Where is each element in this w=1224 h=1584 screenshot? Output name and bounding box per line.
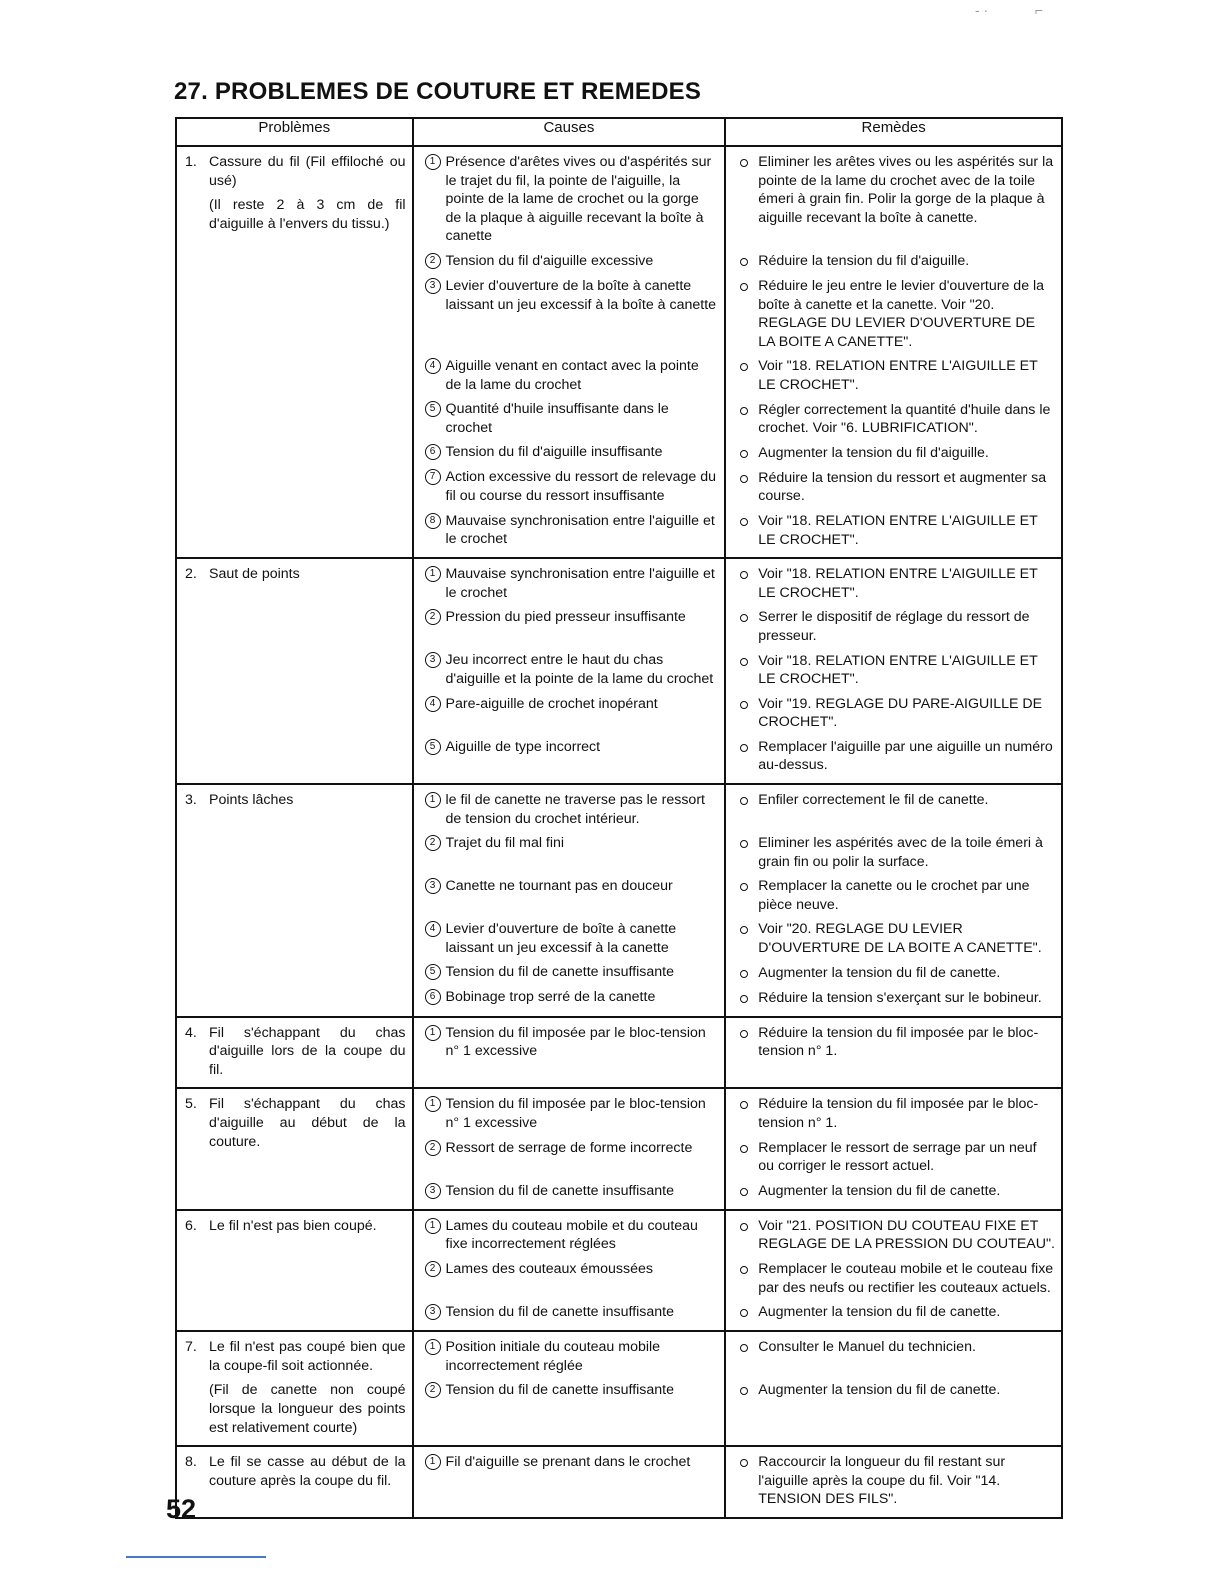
cause-item [422, 920, 719, 957]
problem-note: (Fil de canette non coupé lorsque la longueur des points est relativement courte) [209, 1382, 406, 1436]
bullet-icon [740, 450, 748, 458]
cause-item [422, 1139, 719, 1176]
cause-text: Quantité d'huile insuffisante dans le crochet [445, 401, 669, 436]
problem-cell [176, 1017, 413, 1089]
remedy-item [734, 738, 1055, 775]
remedy-text: Voir "19. REGLAGE DU PARE-AIGUILLE DE CROCHET". [758, 695, 1043, 731]
problem-number: 2. [185, 566, 197, 583]
problem-number: 7. [185, 1339, 197, 1356]
remedy-text: Réduire la tension du fil d'aiguille. [758, 253, 970, 269]
remedy-item [734, 834, 1055, 871]
cause-text: Tension du fil de canette insuffisante [445, 1303, 674, 1320]
bullet-icon [740, 1030, 748, 1038]
circled-number-icon: 1 [425, 1454, 441, 1470]
problem-number: 6. [185, 1217, 197, 1234]
circled-number-icon: 4 [425, 358, 441, 374]
remedy-text: Voir "18. RELATION ENTRE L'AIGUILLE ET LE CROCHET". [758, 358, 1038, 393]
cause-text: Pression du pied presseur insuffisante [445, 609, 686, 626]
remedy-text: Augmenter la tension du fil de canette. [758, 1304, 1001, 1321]
circled-number-icon: 1 [425, 1339, 441, 1355]
cause-text: Lames des couteaux émoussées [445, 1260, 653, 1277]
remedy-text: Remplacer la canette ou le crochet par une pièce neuve. [758, 878, 1030, 913]
remedies-cell [725, 1331, 1062, 1446]
bullet-icon [740, 159, 748, 167]
circled-number-icon: 1 [425, 1218, 441, 1234]
cause-item [422, 468, 719, 505]
remedy-text: Augmenter la tension du fil de canette. [758, 1182, 1001, 1199]
remedy-text: Eliminer les aspérités avec de la toile émeri à grain fin ou polir la surface. [758, 835, 1043, 870]
circled-number-icon: 1 [425, 566, 441, 582]
circled-number-icon: 3 [425, 878, 441, 894]
circled-number-icon: 4 [425, 696, 441, 712]
cause-item [422, 988, 719, 1007]
cause-text: Tension du fil de canette insuffisante [445, 1182, 674, 1199]
remedy-item [734, 1139, 1055, 1176]
remedy-text: Voir "21. POSITION DU COUTEAU FIXE ET REGLAGE DE LA PRESSION DU COUTEAU". [758, 1217, 1055, 1253]
remedy-text: Réduire la tension du fil imposée par le bloc-tension n° 1. [758, 1024, 1039, 1060]
bullet-icon [740, 744, 748, 752]
remedy-item [734, 652, 1055, 689]
cause-text: Position initiale du couteau mobile incorrectement réglée [445, 1339, 661, 1374]
cause-item [422, 963, 719, 982]
causes-cell [413, 1210, 726, 1331]
page-title: 27. PROBLEMES DE COUTURE ET REMEDES [174, 78, 702, 105]
problem-text: Le fil se casse au début de la couture après la coupe du fil. [209, 1454, 406, 1489]
problem-text: Points lâches [209, 792, 294, 809]
remedy-text: Enfiler correctement le fil de canette. [758, 792, 989, 809]
cause-item [422, 443, 719, 462]
bullet-icon [740, 797, 748, 805]
bullet-icon [740, 1387, 748, 1395]
remedy-item [734, 277, 1055, 351]
bullet-icon [740, 701, 748, 709]
cause-item [422, 1182, 719, 1201]
bullet-icon [740, 407, 748, 415]
circled-number-icon: 5 [425, 739, 441, 755]
cause-item [422, 357, 719, 394]
bullet-icon [740, 1309, 748, 1317]
remedy-item [734, 877, 1055, 914]
causes-cell [413, 1017, 726, 1089]
remedy-text: Voir "20. REGLAGE DU LEVIER D'OUVERTURE DE LA BOITE A CANETTE". [758, 921, 1042, 957]
remedies-cell [725, 558, 1062, 784]
problem-number: 3. [185, 792, 197, 809]
circled-number-icon: 8 [425, 513, 441, 529]
remedy-item [734, 1217, 1055, 1254]
causes-cell [413, 558, 726, 784]
remedy-text: Réduire la tension du fil imposée par le bloc-tension n° 1. [758, 1096, 1039, 1131]
table-header-row [176, 118, 1062, 146]
problem-note: (Il reste 2 à 3 cm de fil d'aiguille à l'envers du tissu.) [209, 197, 406, 232]
remedy-item [734, 1260, 1055, 1297]
cause-item [422, 277, 719, 351]
bullet-icon [740, 1459, 748, 1467]
cause-item [422, 1381, 719, 1400]
cause-item [422, 651, 719, 688]
cause-text: Tension du fil imposée par le bloc-tension n° 1 excessive [445, 1096, 706, 1131]
causes-cell [413, 146, 726, 558]
problem-cell [176, 784, 413, 1017]
remedy-text: Voir "18. RELATION ENTRE L'AIGUILLE ET LE CROCHET". [758, 512, 1038, 548]
remedy-text: Augmenter la tension du fil de canette. [758, 964, 1001, 981]
remedy-item [734, 1381, 1055, 1400]
remedy-item [734, 401, 1055, 438]
cause-text: Bobinage trop serré de la canette [445, 989, 656, 1006]
header-causes: Causes [413, 118, 726, 146]
remedy-text: Remplacer le couteau mobile et le couteau fixe par des neufs ou rectifier les couteaux actuels. [758, 1260, 1054, 1296]
remedy-item [734, 469, 1055, 506]
circled-number-icon: 2 [425, 1140, 441, 1156]
remedy-text: Serrer le dispositif de réglage du ressort de presseur. [758, 609, 1030, 644]
causes-cell [413, 1088, 726, 1209]
cause-text: Mauvaise synchronisation entre l'aiguille et le crochet [445, 512, 715, 548]
remedy-item [734, 1095, 1055, 1132]
bullet-icon [740, 1223, 748, 1231]
remedy-item [734, 565, 1055, 602]
circled-number-icon: 3 [425, 278, 441, 294]
remedy-text: Augmenter la tension du fil d'aiguille. [758, 444, 989, 461]
header-problems: Problèmes [176, 118, 413, 146]
bullet-icon [740, 995, 748, 1003]
bullet-icon [740, 840, 748, 848]
circled-number-icon: 2 [425, 1261, 441, 1277]
cause-text: Tension du fil d'aiguille excessive [445, 253, 654, 269]
circled-number-icon: 5 [425, 401, 441, 417]
circled-number-icon: 3 [425, 1304, 441, 1320]
remedies-cell [725, 1088, 1062, 1209]
cause-text: Pare-aiguille de crochet inopérant [445, 695, 658, 712]
bullet-icon [740, 1188, 748, 1196]
problem-number: 4. [185, 1024, 197, 1041]
problem-cell [176, 558, 413, 784]
cause-item [422, 565, 719, 602]
cause-text: Canette ne tournant pas en douceur [445, 878, 673, 895]
table-row [176, 1331, 1062, 1446]
table-row [176, 146, 1062, 558]
table-row [176, 1017, 1062, 1089]
cause-text: Mauvaise synchronisation entre l'aiguille et le crochet [445, 566, 715, 601]
circled-number-icon: 4 [425, 921, 441, 937]
cause-item [422, 1453, 719, 1509]
cause-item [422, 877, 719, 914]
circled-number-icon: 6 [425, 444, 441, 460]
cause-text: Tension du fil d'aiguille insuffisante [445, 444, 663, 461]
page-number: 52 [166, 1494, 197, 1524]
bullet-icon [740, 1101, 748, 1109]
problem-cell [176, 1446, 413, 1518]
problem-text: Saut de points [209, 566, 300, 583]
causes-cell [413, 784, 726, 1017]
cause-text: Levier d'ouverture de boîte à canette laissant un jeu excessif à la canette [445, 921, 677, 956]
remedy-item [734, 1338, 1055, 1375]
remedy-text: Remplacer l'aiguille par une aiguille un numéro au-dessus. [758, 738, 1053, 774]
bullet-icon [740, 883, 748, 891]
problem-cell [176, 1088, 413, 1209]
remedy-item [734, 512, 1055, 549]
cause-text: Tension du fil imposée par le bloc-tension n° 1 excessive [445, 1024, 706, 1060]
bullet-icon [740, 1145, 748, 1153]
table-row [176, 1210, 1062, 1331]
cause-text: Aiguille de type incorrect [445, 738, 601, 755]
cause-item [422, 1303, 719, 1322]
remedies-cell [725, 1446, 1062, 1518]
bullet-icon [740, 283, 748, 291]
cause-text: Tension du fil de canette insuffisante [445, 964, 674, 981]
remedy-text: Voir "18. RELATION ENTRE L'AIGUILLE ET LE CROCHET". [758, 652, 1038, 688]
cause-item [422, 738, 719, 775]
cause-item [422, 400, 719, 437]
bullet-icon [740, 926, 748, 934]
problem-text: Le fil n'est pas coupé bien que la coupe-fil soit actionnée. [209, 1339, 406, 1374]
remedy-text: Raccourcir la longueur du fil restant sur l'aiguille après la coupe du fil. Voir "14. TENSION DES FILS". [758, 1454, 1006, 1508]
remedy-item [734, 695, 1055, 732]
remedy-item [734, 1453, 1055, 1509]
circled-number-icon: 2 [425, 609, 441, 625]
remedy-text: Réduire la tension du ressort et augmenter sa course. [758, 469, 1047, 505]
bullet-icon [740, 1344, 748, 1352]
remedy-item [734, 357, 1055, 394]
remedy-text: Augmenter la tension du fil de canette. [758, 1382, 1001, 1399]
remedy-item [734, 1303, 1055, 1322]
remedy-item [734, 1182, 1055, 1201]
remedy-item [734, 920, 1055, 957]
causes-cell [413, 1446, 726, 1518]
circled-number-icon: 3 [425, 1183, 441, 1199]
problem-text: Fil s'échappant du chas d'aiguille au début de la couture. [209, 1096, 406, 1150]
cause-text: Fil d'aiguille se prenant dans le crochet [445, 1454, 691, 1471]
circled-number-icon: 1 [425, 1096, 441, 1112]
bullet-icon [740, 258, 748, 266]
cause-text: Trajet du fil mal fini [445, 835, 565, 852]
cause-item [422, 608, 719, 645]
cause-item [422, 695, 719, 732]
circled-number-icon: 2 [425, 835, 441, 851]
footer-link-line [126, 1556, 266, 1558]
table-row [176, 784, 1062, 1017]
remedy-item [734, 153, 1055, 246]
header-remedies: Remèdes [725, 118, 1062, 146]
cause-text: Ressort de serrage de forme incorrecte [445, 1139, 693, 1156]
cause-item [422, 1338, 719, 1375]
problem-number: 8. [185, 1454, 197, 1471]
remedy-item [734, 964, 1055, 983]
bullet-icon [740, 658, 748, 666]
remedy-item [734, 608, 1055, 645]
circled-number-icon: 6 [425, 989, 441, 1005]
cause-text: Action excessive du ressort de relevage du fil ou course du ressort insuffisante [445, 469, 717, 504]
cause-item [422, 252, 719, 271]
problem-cell [176, 146, 413, 558]
remedy-item [734, 1024, 1055, 1061]
scan-artifact-mark: - · ⌐ [975, 2, 1044, 18]
remedies-cell [725, 784, 1062, 1017]
table-body [176, 146, 1062, 1518]
cause-text: Levier d'ouverture de la boîte à canette laissant un jeu excessif à la boîte à canette [445, 278, 717, 313]
remedy-text: Eliminer les arêtes vives ou les aspérités sur la pointe de la lame du crochet avec de la toile émeri à grain fin. Polir la gorge de la plaque à aiguille recevant la boîte à canette. [758, 154, 1054, 226]
remedy-text: Voir "18. RELATION ENTRE L'AIGUILLE ET LE CROCHET". [758, 566, 1038, 601]
table-row [176, 1088, 1062, 1209]
remedy-item [734, 444, 1055, 463]
cause-text: Lames du couteau mobile et du couteau fixe incorrectement réglées [445, 1217, 698, 1253]
causes-cell [413, 1331, 726, 1446]
bullet-icon [740, 518, 748, 526]
remedy-text: Réduire le jeu entre le levier d'ouverture de la boîte à canette et la canette. Voir "20. REGLAGE DU LEVIER D'OUVERTURE DE LA BOITE A CANETTE". [758, 278, 1045, 350]
circled-number-icon: 1 [425, 154, 441, 170]
cause-text: Aiguille venant en contact avec la pointe de la lame du crochet [445, 358, 699, 393]
circled-number-icon: 2 [425, 1382, 441, 1398]
bullet-icon [740, 614, 748, 622]
remedy-text: Réduire la tension s'exerçant sur le bobineur. [758, 989, 1042, 1006]
cause-item [422, 1260, 719, 1297]
circled-number-icon: 5 [425, 964, 441, 980]
bullet-icon [740, 970, 748, 978]
table-row [176, 1446, 1062, 1518]
remedy-item [734, 989, 1055, 1008]
bullet-icon [740, 571, 748, 579]
remedies-cell [725, 1017, 1062, 1089]
cause-item [422, 834, 719, 871]
circled-number-icon: 1 [425, 1025, 441, 1041]
table-row [176, 558, 1062, 784]
remedy-item [734, 791, 1055, 828]
problem-text: Le fil n'est pas bien coupé. [209, 1217, 377, 1234]
cause-text: Tension du fil de canette insuffisante [445, 1382, 674, 1399]
cause-item [422, 791, 719, 828]
remedy-text: Régler correctement la quantité d'huile dans le crochet. Voir "6. LUBRIFICATION". [758, 401, 1051, 437]
cause-item [422, 512, 719, 549]
remedy-text: Consulter le Manuel du technicien. [758, 1339, 976, 1356]
cause-text: Jeu incorrect entre le haut du chas d'aiguille et la pointe de la lame du crochet [445, 652, 714, 687]
cause-item [422, 1217, 719, 1254]
circled-number-icon: 7 [425, 469, 441, 485]
problem-number: 5. [185, 1096, 197, 1113]
cause-text: le fil de canette ne traverse pas le ressort de tension du crochet intérieur. [445, 792, 705, 827]
circled-number-icon: 3 [425, 652, 441, 668]
cause-text: Présence d'arêtes vives ou d'aspérités sur le trajet du fil, la pointe de l'aiguille, la pointe de la lame de crochet ou la gorge de la plaque à aiguille recevant la boîte à canette [445, 154, 712, 245]
problem-text: Fil s'échappant du chas d'aiguille lors de la coupe du fil. [209, 1024, 406, 1078]
cause-item [422, 1095, 719, 1132]
troubleshooting-table [175, 117, 1063, 1519]
bullet-icon [740, 1266, 748, 1274]
problem-number: 1. [185, 154, 197, 170]
cause-item [422, 1024, 719, 1061]
problem-text: Cassure du fil (Fil effiloché ou usé) [209, 154, 406, 189]
bullet-icon [740, 475, 748, 483]
remedies-cell [725, 146, 1062, 558]
remedy-text: Remplacer le ressort de serrage par un neuf ou corriger le ressort actuel. [758, 1139, 1037, 1175]
remedies-cell [725, 1210, 1062, 1331]
bullet-icon [740, 363, 748, 371]
remedy-item [734, 252, 1055, 271]
cause-item [422, 153, 719, 246]
problem-cell [176, 1331, 413, 1446]
problem-cell [176, 1210, 413, 1331]
circled-number-icon: 1 [425, 792, 441, 808]
circled-number-icon: 2 [425, 253, 441, 269]
